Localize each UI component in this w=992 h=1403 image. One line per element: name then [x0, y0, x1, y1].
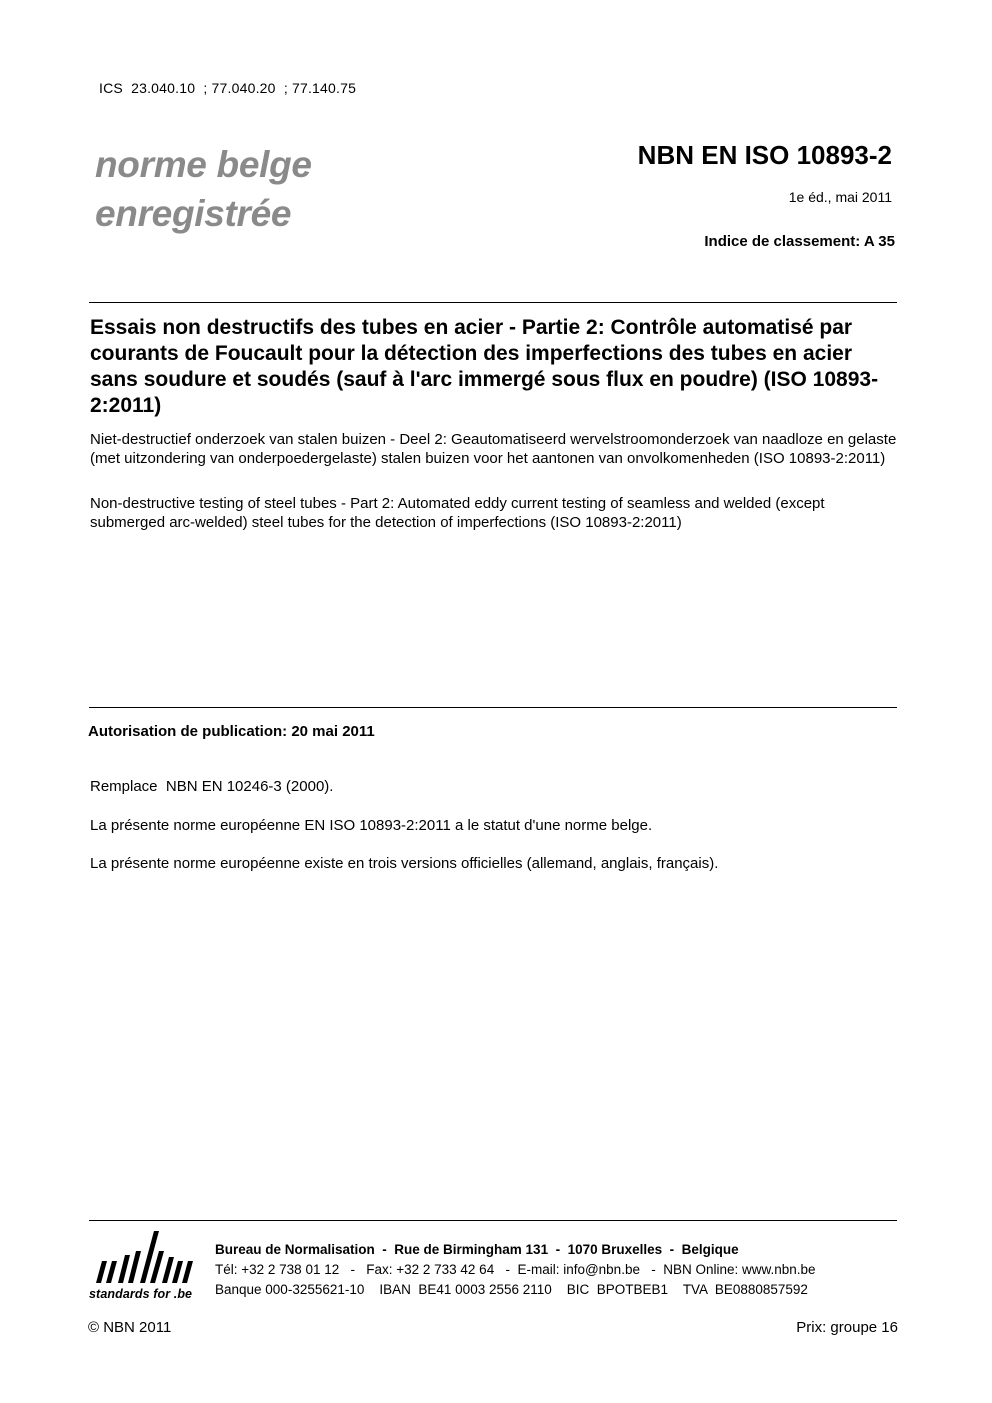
price-group: Prix: groupe 16 [796, 1319, 898, 1336]
footer-contact: Tél: +32 2 738 01 12 - Fax: +32 2 733 42 64 - E-mail: info@nbn.be - NBN Online: www.nbn.be [215, 1262, 816, 1277]
ics-codes: ICS 23.040.10 ; 77.040.20 ; 77.140.75 [99, 80, 357, 96]
divider-top [89, 302, 897, 303]
title-english: Non-destructive testing of steel tubes - Part 2: Automated eddy current testing of seamless and welded (except submerged arc-welded) steel tubes for the detection of imperfections (ISO 10893-2:2011) [90, 495, 825, 531]
divider-middle [89, 707, 897, 708]
copyright: © NBN 2011 [88, 1319, 172, 1336]
standard-number: NBN EN ISO 10893-2 [637, 140, 892, 170]
brand-line-2: enregistrée [95, 193, 292, 234]
edition: 1e éd., mai 2011 [788, 189, 892, 205]
status-note: La présente norme européenne EN ISO 10893-2:2011 a le statut d'une norme belge. [90, 817, 653, 834]
footer-address: Bureau de Normalisation - Rue de Birmingham 131 - 1070 Bruxelles - Belgique [215, 1242, 739, 1257]
versions-note: La présente norme européenne existe en trois versions officielles (allemand, anglais, français). [90, 855, 719, 872]
publication-authorization: Autorisation de publication: 20 mai 2011 [88, 723, 375, 740]
replaces-note: Remplace NBN EN 10246-3 (2000). [90, 778, 334, 795]
logo-caption: standards for .be [89, 1287, 193, 1301]
footer-bank: Banque 000-3255621-10 IBAN BE41 0003 2556 2110 BIC BPOTBEB1 TVA BE0880857592 [215, 1282, 808, 1297]
title-french: Essais non destructifs des tubes en acier - Partie 2: Contrôle automatisé par courants de Foucault pour la détection des imperfections des tubes en acier sans soudure et soudés (sauf à l'arc immergé sous flux en poudre) (ISO 10893-2:2011) [90, 316, 879, 417]
classification-index: Indice de classement: A 35 [704, 233, 895, 250]
brand-line-1: norme belge [95, 144, 312, 185]
divider-footer [89, 1220, 897, 1221]
brand-title [95, 140, 312, 238]
title-dutch: Niet-destructief onderzoek van stalen buizen - Deel 2: Geautomatiseerd wervelstroomonderzoek van naadloze en gelaste (met uitzondering van onderpoedergelaste) stalen buizen voor het aantonen van onvolkomenheden (ISO 10893-2:2011) [90, 431, 897, 467]
